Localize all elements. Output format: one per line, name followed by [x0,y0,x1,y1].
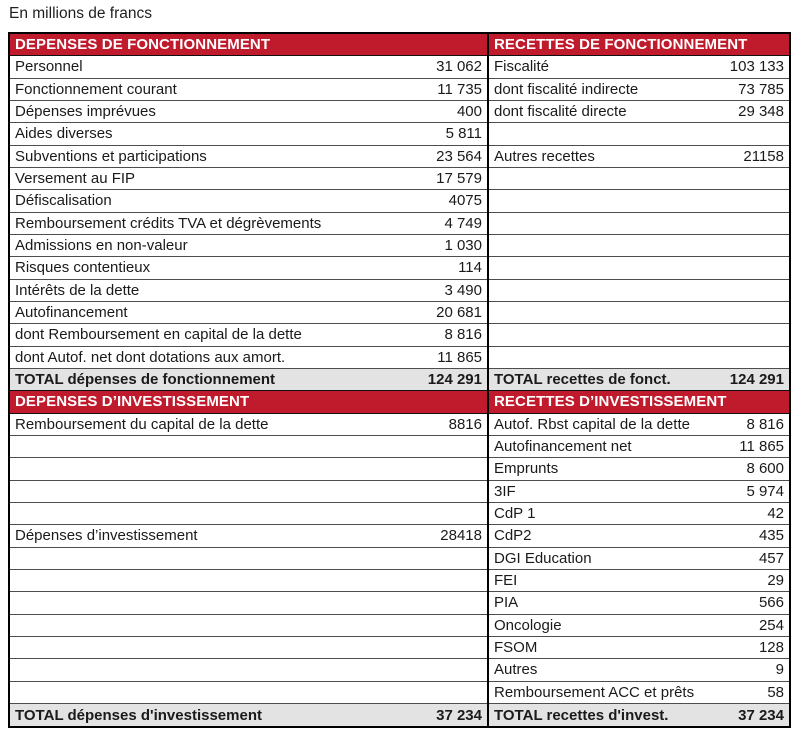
row-label: Risques contentieux [15,259,151,277]
row-value: 103 133 [729,58,784,76]
column-depenses [10,34,489,726]
row-label: dont fiscalité directe [494,103,627,121]
table-row [10,280,487,302]
row-label: Admissions en non-valeur [15,237,188,255]
table-row [489,280,789,302]
row-value: 566 [758,594,784,612]
row-value: 11 865 [437,348,482,366]
row-value: 23 564 [436,147,482,165]
row-value: 4075 [448,192,482,210]
row-value: 8 816 [746,415,784,433]
table-row [489,615,789,637]
table-row [489,235,789,257]
row-value: 457 [758,549,784,567]
row-label: Fonctionnement courant [15,80,177,98]
table-row [10,123,487,145]
row-value: 435 [758,527,784,545]
section-header: DEPENSES D’INVESTISSEMENT [10,391,487,413]
table-row [489,592,789,614]
row-label: FEI [494,572,518,590]
table-row [10,481,487,503]
table-row [10,592,487,614]
table-row [10,637,487,659]
row-value: 29 348 [738,103,784,121]
table-row [10,615,487,637]
row-value: 11 735 [437,80,482,98]
table-row [489,79,789,101]
table-row [489,637,789,659]
table-row [10,324,487,346]
row-value: 73 785 [738,80,784,98]
table-row [10,682,487,704]
row-label: 3IF [494,482,516,500]
table-row [489,570,789,592]
table-row [10,79,487,101]
row-label: TOTAL dépenses d'investissement [15,706,262,724]
table-row [10,146,487,168]
table-row [489,213,789,235]
table-row [489,503,789,525]
row-label: Oncologie [494,616,562,634]
row-label: CdP 1 [494,505,536,523]
row-value: 17 579 [436,170,482,188]
table-row [489,146,789,168]
table-row [10,525,487,547]
total-row [489,369,789,391]
table-row [489,347,789,369]
table-row [10,190,487,212]
table-row [489,190,789,212]
row-label: TOTAL recettes de fonct. [494,371,671,389]
row-value: 8 816 [444,326,482,344]
table-row [489,525,789,547]
row-value: 4 749 [444,214,482,232]
row-label: dont Autof. net dont dotations aux amort. [15,348,286,366]
section-header: DEPENSES DE FONCTIONNEMENT [10,34,487,56]
budget-table [8,32,791,728]
row-label: Dépenses imprévues [15,103,156,121]
row-label: Aides diverses [15,125,113,143]
row-label: Subventions et participations [15,147,207,165]
table-row [489,436,789,458]
row-label: Remboursement crédits TVA et dégrèvements [15,214,322,232]
row-label: dont Remboursement en capital de la dette [15,326,302,344]
table-row [10,659,487,681]
table-row [489,56,789,78]
row-label: Versement au FIP [15,170,136,188]
page-title: En millions de francs [9,5,153,22]
table-row [10,503,487,525]
row-value: 11 865 [739,438,784,456]
table-row [489,414,789,436]
row-value: 28418 [440,527,482,545]
table-row [489,548,789,570]
row-value: 21158 [743,147,784,165]
column-recettes [489,34,789,726]
row-label: Autres recettes [494,147,595,165]
table-row [489,257,789,279]
row-value: 5 811 [445,125,482,143]
row-label: Autres [494,661,538,679]
row-value: 8 600 [746,460,784,478]
row-label: Autofinancement [15,304,128,322]
row-value: 128 [758,639,784,657]
section-recettes-fonctionnement [489,34,789,391]
table-row [489,168,789,190]
row-label: Emprunts [494,460,559,478]
table-row [10,436,487,458]
table-row [10,347,487,369]
table-row [489,302,789,324]
table-row [10,213,487,235]
table-row [489,324,789,346]
row-value: 58 [767,683,784,701]
table-row [10,257,487,279]
row-value: 3 490 [444,281,482,299]
row-label: Autof. Rbst capital de la dette [494,415,690,433]
table-row [10,168,487,190]
row-label: Intérêts de la dette [15,281,140,299]
table-row [489,682,789,704]
table-row [489,659,789,681]
row-value: 114 [458,259,482,277]
table-row [10,414,487,436]
table-row [489,123,789,145]
section-header: RECETTES DE FONCTIONNEMENT [489,34,789,56]
row-value: 31 062 [436,58,482,76]
row-label: Personnel [15,58,83,76]
row-value: 8816 [448,415,482,433]
row-value: 29 [767,572,784,590]
row-value: 124 291 [729,371,784,389]
table-row [10,548,487,570]
table-row [489,101,789,123]
row-label: Remboursement ACC et prêts [494,683,695,701]
row-label: Remboursement du capital de la dette [15,415,269,433]
section-depenses-fonctionnement [10,34,487,391]
row-value: 124 291 [427,371,482,389]
row-label: PIA [494,594,519,612]
table-row [10,302,487,324]
total-row [10,369,487,391]
table-row [489,458,789,480]
row-label: Fiscalité [494,58,550,76]
row-value: 20 681 [436,304,482,322]
row-label: Dépenses d’investissement [15,527,198,545]
row-value: 1 030 [444,237,482,255]
row-label: TOTAL recettes d'invest. [494,706,669,724]
section-header: RECETTES D’INVESTISSEMENT [489,391,789,413]
table-row [10,235,487,257]
row-value: 400 [456,103,482,121]
row-value: 42 [767,505,784,523]
section-depenses-investissement [10,391,487,726]
table-row [10,101,487,123]
row-label: dont fiscalité indirecte [494,80,639,98]
table-row [10,56,487,78]
row-value: 9 [775,661,784,679]
row-label: Défiscalisation [15,192,112,210]
row-label: Autofinancement net [494,438,632,456]
row-value: 37 234 [436,706,482,724]
row-label: CdP2 [494,527,532,545]
table-row [489,481,789,503]
total-row [10,704,487,726]
section-recettes-investissement [489,391,789,726]
table-row [10,570,487,592]
row-label: TOTAL dépenses de fonctionnement [15,371,276,389]
row-value: 5 974 [746,482,784,500]
row-label: DGI Education [494,549,592,567]
table-row [10,458,487,480]
total-row [489,704,789,726]
row-value: 37 234 [738,706,784,724]
row-label: FSOM [494,639,538,657]
row-value: 254 [758,616,784,634]
